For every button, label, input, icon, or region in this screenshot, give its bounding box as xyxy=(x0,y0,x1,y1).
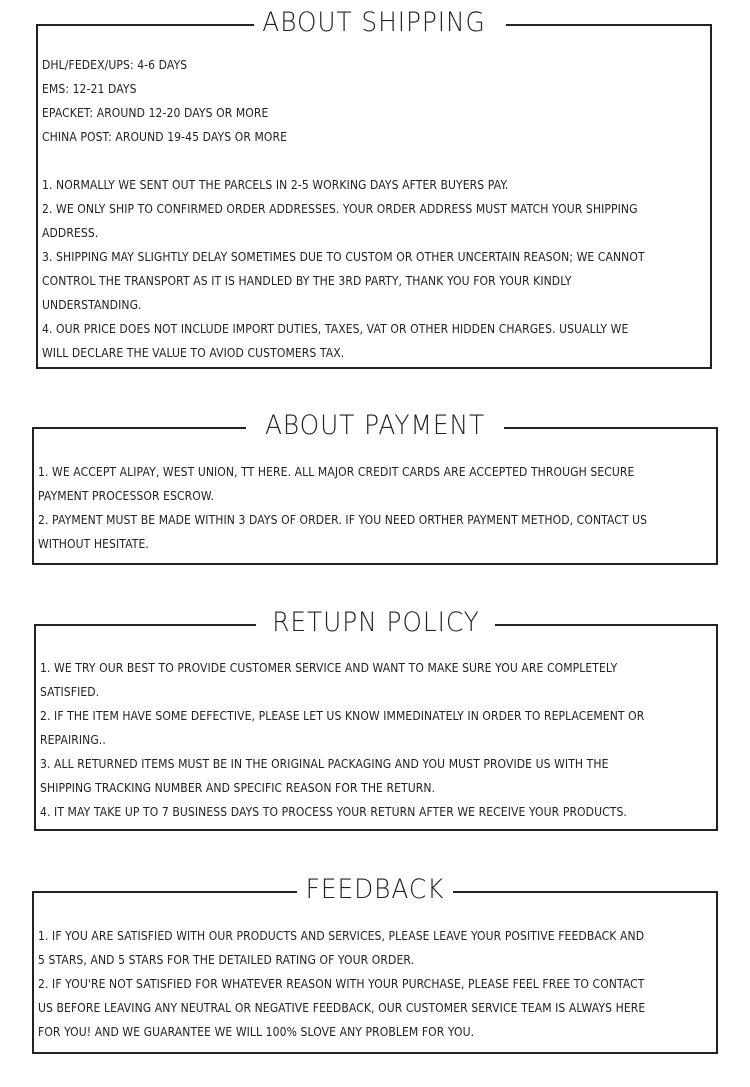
shipping-line: CONTROL THE TRANSPORT AS IT IS HANDLED BY THE 3RD PARTY, THANK YOU FOR YOUR KINDLY xyxy=(42,273,572,288)
return-line: 3. ALL RETURNED ITEMS MUST BE IN THE ORIGINAL PACKAGING AND YOU MUST PROVIDE US WITH THE xyxy=(40,756,609,771)
shipping-line: 2. WE ONLY SHIP TO CONFIRMED ORDER ADDRESSES. YOUR ORDER ADDRESS MUST MATCH YOUR SHIPPING xyxy=(42,201,638,216)
payment-line: WITHOUT HESITATE. xyxy=(38,536,149,551)
payment-line: 2. PAYMENT MUST BE MADE WITHIN 3 DAYS OF ORDER. IF YOU NEED ORTHER PAYMENT METHOD, CONTACT US xyxy=(38,512,648,527)
shipping-line: UNDERSTANDING. xyxy=(42,297,142,312)
return-policy-title: RETUPN POLICY xyxy=(272,607,480,638)
shipping-method: EMS: 12-21 DAYS xyxy=(42,81,137,96)
payment-section xyxy=(32,410,718,565)
payment-line: PAYMENT PROCESSOR ESCROW. xyxy=(38,488,214,503)
feedback-body xyxy=(38,924,714,1044)
shipping-line: 1. NORMALLY WE SENT OUT THE PARCELS IN 2-5 WORKING DAYS AFTER BUYERS PAY. xyxy=(42,177,509,192)
feedback-line: 2. IF YOU'RE NOT SATISFIED FOR WHATEVER REASON WITH YOUR PURCHASE, PLEASE FEEL FREE TO CONTACT xyxy=(38,976,645,991)
return-line: 1. WE TRY OUR BEST TO PROVIDE CUSTOMER SERVICE AND WANT TO MAKE SURE YOU ARE COMPLETELY xyxy=(40,660,618,675)
shipping-line: WILL DECLARE THE VALUE TO AVIOD CUSTOMERS TAX. xyxy=(42,345,345,360)
feedback-line: 5 STARS, AND 5 STARS FOR THE DETAILED RATING OF YOUR ORDER. xyxy=(38,952,415,967)
feedback-section xyxy=(32,874,718,1054)
return-line: 2. IF THE ITEM HAVE SOME DEFECTIVE, PLEASE LET US KNOW IMMEDINATELY IN ORDER TO REPLACEMENT OR xyxy=(40,708,645,723)
shipping-body xyxy=(42,53,708,365)
shipping-title: ABOUT SHIPPING xyxy=(262,7,486,38)
shipping-method: EPACKET: AROUND 12-20 DAYS OR MORE xyxy=(42,105,269,120)
feedback-line: 1. IF YOU ARE SATISFIED WITH OUR PRODUCTS AND SERVICES, PLEASE LEAVE YOUR POSITIVE FEEDBACK AND xyxy=(38,928,645,943)
payment-line: 1. WE ACCEPT ALIPAY, WEST UNION, TT HERE. ALL MAJOR CREDIT CARDS ARE ACCEPTED THROUGH SECURE xyxy=(38,464,635,479)
shipping-line: 3. SHIPPING MAY SLIGHTLY DELAY SOMETIMES DUE TO CUSTOM OR OTHER UNCERTAIN REASON; WE CANNOT xyxy=(42,249,645,264)
return-policy-body xyxy=(40,656,714,824)
return-policy-section xyxy=(34,607,718,831)
shipping-section xyxy=(36,7,712,369)
shipping-line: 4. OUR PRICE DOES NOT INCLUDE IMPORT DUTIES, TAXES, VAT OR OTHER HIDDEN CHARGES. USUALLY WE xyxy=(42,321,629,336)
shipping-line: ADDRESS. xyxy=(42,225,99,240)
return-line: REPAIRING.. xyxy=(40,732,106,747)
feedback-title: FEEDBACK xyxy=(305,874,445,905)
feedback-line: FOR YOU! AND WE GUARANTEE WE WILL 100% SLOVE ANY PROBLEM FOR YOU. xyxy=(38,1024,475,1039)
return-line: SHIPPING TRACKING NUMBER AND SPECIFIC REASON FOR THE RETURN. xyxy=(40,780,436,795)
shipping-method: CHINA POST: AROUND 19-45 DAYS OR MORE xyxy=(42,129,288,144)
return-line: SATISFIED. xyxy=(40,684,100,699)
shipping-method: DHL/FEDEX/UPS: 4-6 DAYS xyxy=(42,57,188,72)
feedback-line: US BEFORE LEAVING ANY NEUTRAL OR NEGATIVE FEEDBACK, OUR CUSTOMER SERVICE TEAM IS ALWAYS HERE xyxy=(38,1000,646,1015)
return-line: 4. IT MAY TAKE UP TO 7 BUSINESS DAYS TO PROCESS YOUR RETURN AFTER WE RECEIVE YOUR PRODUCTS. xyxy=(40,804,627,819)
payment-body xyxy=(38,460,714,556)
payment-title: ABOUT PAYMENT xyxy=(264,410,486,441)
